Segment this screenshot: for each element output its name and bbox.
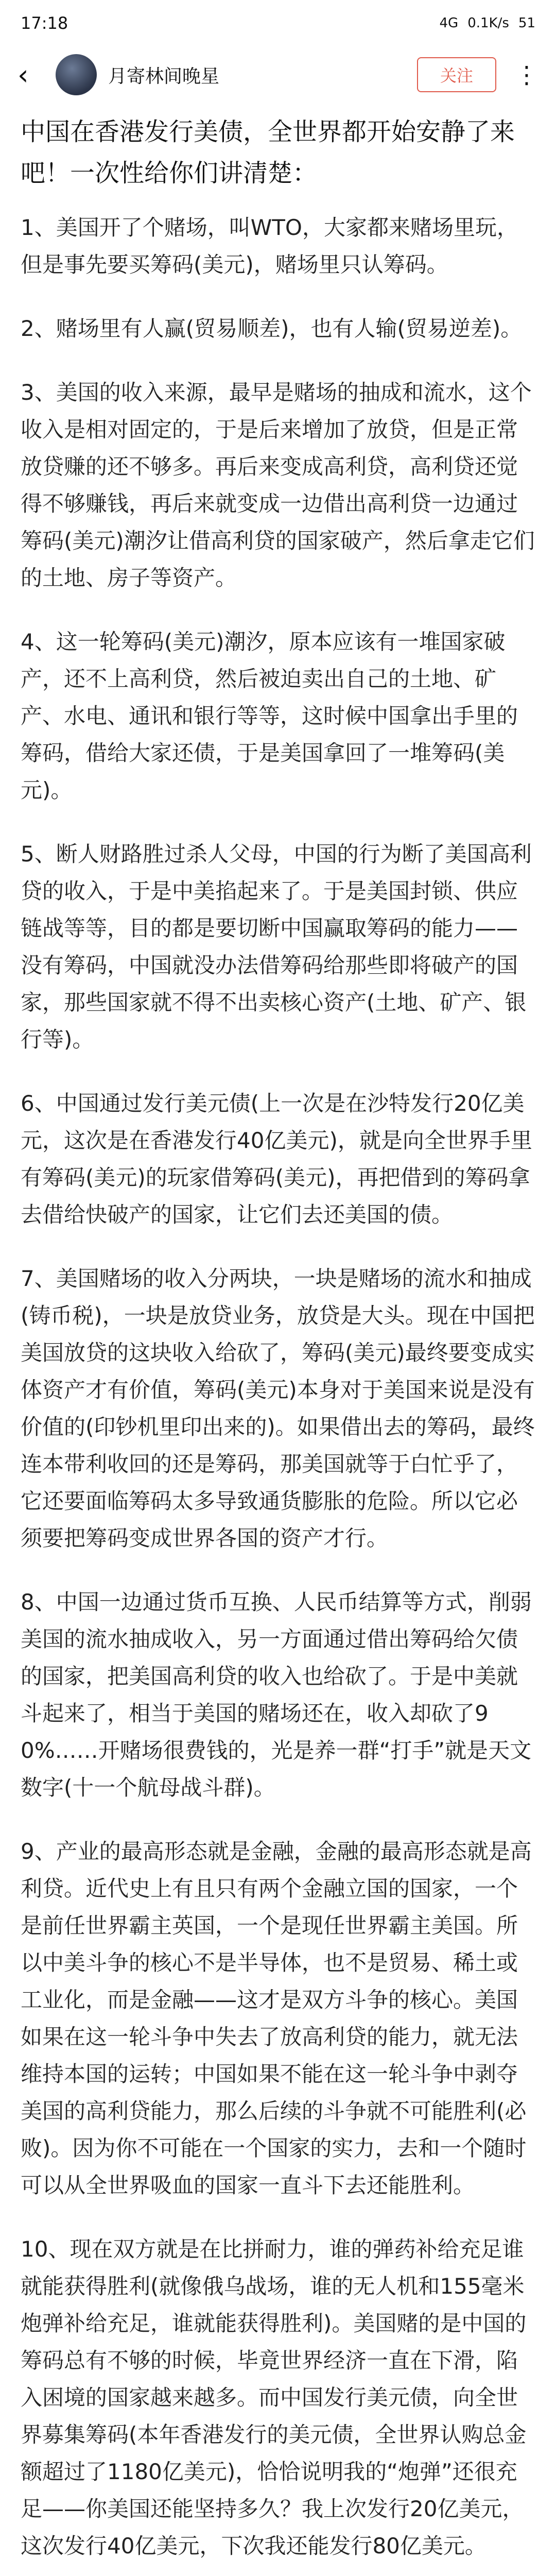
paragraph-9: 9、产业的最高形态就是金融，金融的最高形态就是高利贷。近代史上有且只有两个金融立国的国家，一个是前任世界霸主英国，一个是现任世界霸主美国。所以中美斗争的核心不是半导体，也不是贸易、稀土或工业化，而是金融——这才是双方斗争的核心。美国如果在这一轮斗争中失去了放高利贷的能力，就无法维持本国的运转；中国如果不能在这一轮斗争中剥夺美国的高利贷能力，那么后续的斗争就不可能胜利(必败)。因为你不可能在一个国家的实力，去和一个随时可以从全世界吸血的国家一直斗下去还能胜利。 — [21, 1839, 532, 2198]
paragraph-8: 8、中国一边通过货币互换、人民币结算等方式，削弱美国的流水抽成收入，另一方面通过借出筹码给欠债的国家，把美国高利贷的收入也给砍了。于是中美就斗起来了，相当于美国的赌场还在，收入却砍了90%……开赌场很费钱的，光是养一群“打手”就是天文数字(十一个航母战斗群)。 — [21, 1589, 532, 1800]
battery-level: 51 — [518, 15, 535, 31]
paragraph-7: 7、美国赌场的收入分两块，一块是赌场的流水和抽成(铸币税)，一块是放贷业务，放贷是大头。现在中国把美国放贷的这块收入给砍了，筹码(美元)最终要变成实体资产才有价值，筹码(美元)本身对于美国来说是没有价值的(印钞机里印出来的)。如果借出去的筹码，最终连本带利收回的还是筹码，那美国就等于白忙乎了，它还要面临筹码太多导致通货膨胀的危险。所以它必须要把筹码变成世界各国的资产才行。 — [21, 1266, 535, 1551]
author-avatar[interactable] — [56, 54, 97, 95]
back-arrow-icon[interactable]: ‹ — [18, 58, 29, 91]
paragraph-5: 5、断人财路胜过杀人父母，中国的行为断了美国高利贷的收入，于是中美掐起来了。于是美国封锁、供应链战等等，目的都是要切断中国赢取筹码的能力——没有筹码，中国就没办法借筹码给那些即将破产的国家，那些国家就不得不出卖核心资产(土地、矿产、银行等)。 — [21, 841, 532, 1052]
top-nav — [0, 46, 556, 103]
paragraph-3: 3、美国的收入来源，最早是赌场的抽成和流水，这个收入是相对固定的，于是后来增加了放贷，但是正常放贷赚的还不够多。再后来变成高利贷，高利贷还觉得不够赚钱，再后来就变成一边借出高利贷一边通过筹码(美元)潮汐让借高利贷的国家破产，然后拿走它们的土地、房子等资产。 — [21, 380, 535, 590]
network-indicator: 4G — [439, 15, 459, 31]
follow-button[interactable]: 关注 — [417, 57, 496, 92]
author-name[interactable]: 月寄林间晚星 — [108, 65, 220, 87]
article-body — [0, 103, 556, 2576]
paragraph-2: 2、赌场里有人赢(贸易顺差)，也有人输(贸易逆差)。 — [21, 316, 523, 341]
article-title: 中国在香港发行美债，全世界都开始安静了来吧！一次性给你们讲清楚： — [21, 117, 515, 188]
paragraph-1: 1、美国开了个赌场，叫WTO，大家都来赌场里玩，但是事先要买筹码(美元)，赌场里只认筹码。 — [21, 215, 518, 277]
paragraph-4: 4、这一轮筹码(美元)潮汐，原本应该有一堆国家破产，还不上高利贷，然后被迫卖出自己的土地、矿产、水电、通讯和银行等等，这时候中国拿出手里的筹码，借给大家还债，于是美国拿回了一堆筹码(美元)。 — [21, 629, 518, 803]
network-speed: 0.1K/s — [467, 15, 509, 31]
paragraph-6: 6、中国通过发行美元债(上一次是在沙特发行20亿美元，这次是在香港发行40亿美元)，就是向全世界手里有筹码(美元)的玩家借筹码(美元)，再把借到的筹码拿去借给快破产的国家，让它们去还美国的债。 — [21, 1091, 532, 1227]
status-bar — [0, 0, 556, 46]
status-time: 17:18 — [21, 13, 68, 33]
paragraph-10: 10、现在双方就是在比拼耐力，谁的弹药补给充足谁就能获得胜利(就像俄乌战场，谁的无人机和155毫米炮弹补给充足，谁就能获得胜利)。美国赌的是中国的筹码总有不够的时候，毕竟世界经济一直在下滑，陷入困境的国家越来越多。而中国发行美元债，向全世界募集筹码(本年香港发行的美元债，全世界认购总金额超过了1180亿美元)，恰恰说明我的“炮弹”还很充足——你美国还能坚持多久？我上次发行20亿美元，这次发行40亿美元，下次我还能发行80亿美元。 — [21, 2236, 527, 2558]
more-options-icon[interactable]: ⋮ — [515, 61, 538, 89]
